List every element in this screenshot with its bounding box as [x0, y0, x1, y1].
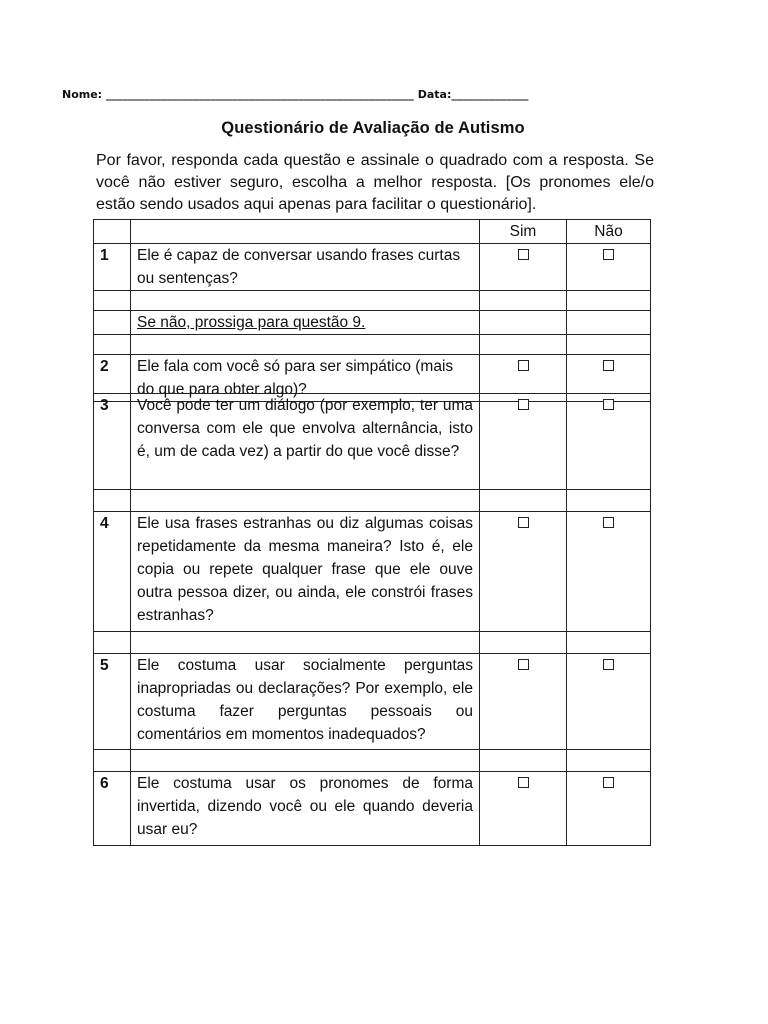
answer-sim-cell[interactable]	[480, 654, 567, 750]
question-number: 6	[94, 772, 131, 846]
answer-sim-cell[interactable]	[480, 394, 567, 490]
question-number: 2	[94, 355, 131, 402]
skip-note: Se não, prossiga para questão 9.	[131, 311, 480, 335]
checkbox-square-icon[interactable]	[603, 249, 614, 260]
spacer-row	[94, 335, 651, 355]
header-empty-text	[131, 220, 480, 244]
checkbox-square-icon[interactable]	[518, 399, 529, 410]
answer-nao-cell[interactable]	[567, 654, 651, 750]
spacer-row	[94, 490, 651, 512]
question-row-3	[94, 394, 651, 490]
checkbox-square-icon[interactable]	[518, 517, 529, 528]
checkbox-square-icon[interactable]	[603, 777, 614, 788]
question-text: Ele usa frases estranhas ou diz algumas coisas repetidamente da mesma maneira? Isto é, ele copia ou repete qualquer frase que ele ouve outra pessoa dizer, ou ainda, ele constrói frases estranhas?	[131, 512, 480, 632]
question-text: Ele é capaz de conversar usando frases curtas ou sentenças?	[131, 244, 480, 291]
name-date-line: Nome: ________________________________________________________ Data:______________	[62, 88, 529, 101]
answer-sim-cell[interactable]	[480, 772, 567, 846]
checkbox-square-icon[interactable]	[518, 249, 529, 260]
checkbox-square-icon[interactable]	[603, 517, 614, 528]
questionnaire-table-bottom	[93, 393, 651, 846]
question-number: 5	[94, 654, 131, 750]
question-number: 3	[94, 394, 131, 490]
column-header-sim: Sim	[480, 220, 567, 244]
checkbox-square-icon[interactable]	[603, 659, 614, 670]
question-number: 1	[94, 244, 131, 291]
answer-sim-cell[interactable]	[480, 512, 567, 632]
header-empty-num	[94, 220, 131, 244]
instructions-text: Por favor, responda cada questão e assinale o quadrado com a resposta. Se você não estiver seguro, escolha a melhor resposta. [Os pronomes ele/o estão sendo usados aqui apenas para facilitar o questionário].	[96, 152, 654, 213]
answer-nao-cell[interactable]	[567, 772, 651, 846]
checkbox-square-icon[interactable]	[603, 399, 614, 410]
checkbox-square-icon[interactable]	[518, 659, 529, 670]
question-number: 4	[94, 512, 131, 632]
answer-sim-cell[interactable]	[480, 244, 567, 291]
checkbox-square-icon[interactable]	[518, 777, 529, 788]
question-row-6	[94, 772, 651, 846]
spacer-row	[94, 750, 651, 772]
checkbox-square-icon[interactable]	[603, 360, 614, 371]
question-row-1	[94, 244, 651, 291]
answer-nao-cell[interactable]	[567, 512, 651, 632]
question-text: Ele costuma usar socialmente perguntas inapropriadas ou declarações? Por exemplo, ele costuma fazer perguntas pessoais ou comentários em momentos inadequados?	[131, 654, 480, 750]
column-header-nao: Não	[567, 220, 651, 244]
note-row	[94, 311, 651, 335]
checkbox-square-icon[interactable]	[518, 360, 529, 371]
spacer-row	[94, 291, 651, 311]
question-row-4	[94, 512, 651, 632]
questionnaire-table-top	[93, 219, 651, 402]
page-title: Questionário de Avaliação de Autismo	[221, 119, 525, 137]
answer-nao-cell[interactable]	[567, 244, 651, 291]
answer-nao-cell[interactable]	[567, 394, 651, 490]
table-header-row	[94, 220, 651, 244]
question-row-5	[94, 654, 651, 750]
spacer-row	[94, 632, 651, 654]
question-text: Ele costuma usar os pronomes de forma invertida, dizendo você ou ele quando deveria usar eu?	[131, 772, 480, 846]
question-text: Você pode ter um diálogo (por exemplo, ter uma conversa com ele que envolva alternância, isto é, um de cada vez) a partir do que você disse?	[131, 394, 480, 490]
question-text: Ele fala com você só para ser simpático (mais do que para obter algo)?	[131, 355, 480, 402]
